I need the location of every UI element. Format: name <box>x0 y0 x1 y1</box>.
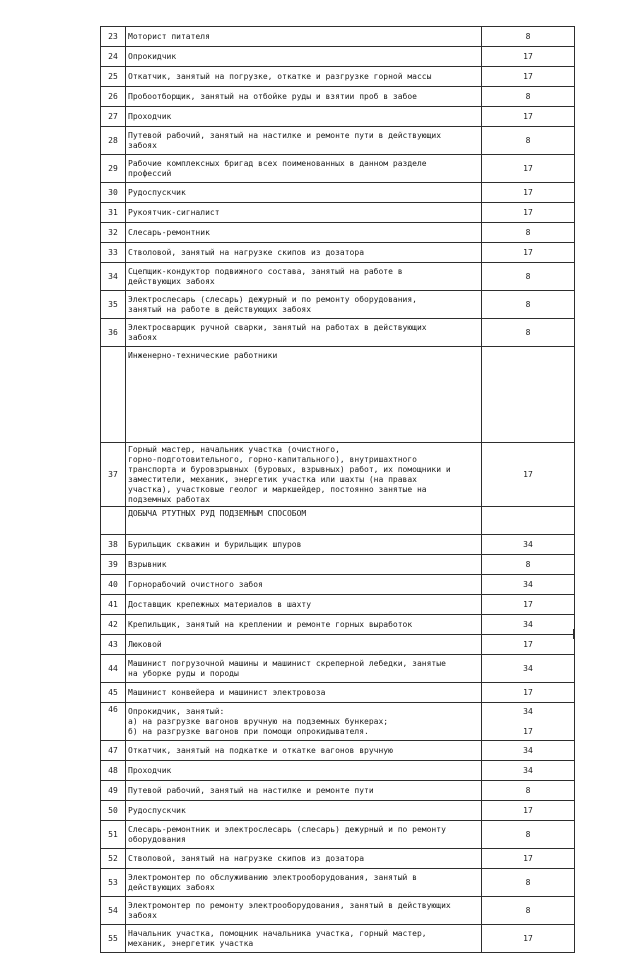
table-row <box>101 243 575 263</box>
occupation-text: Рукоятчик-сигналист <box>126 203 482 223</box>
row-number: 24 <box>101 47 126 67</box>
row-value: 34 <box>482 615 575 635</box>
table-row <box>101 761 575 781</box>
occupation-text: Моторист питателя <box>126 27 482 47</box>
row-number: 30 <box>101 183 126 203</box>
row-value: 17 <box>482 243 575 263</box>
row-number: 38 <box>101 535 126 555</box>
row-number: 25 <box>101 67 126 87</box>
row-value: 34 17 <box>482 703 575 741</box>
row-value: 17 <box>482 595 575 615</box>
row-number: 29 <box>101 155 126 183</box>
occupation-text: Электромонтер по ремонту электрооборудования, занятый в действующих забоях <box>126 897 482 925</box>
margin-mark <box>573 629 574 639</box>
row-number: 41 <box>101 595 126 615</box>
occupation-text: Путевой рабочий, занятый на настилке и ремонте пути в действующих забоях <box>126 127 482 155</box>
row-value: 34 <box>482 535 575 555</box>
row-value: 8 <box>482 319 575 347</box>
table-row <box>101 801 575 821</box>
row-value: 8 <box>482 27 575 47</box>
table-row <box>101 849 575 869</box>
row-number: 51 <box>101 821 126 849</box>
occupation-text: Слесарь-ремонтник <box>126 223 482 243</box>
occupation-text: Электрослесарь (слесарь) дежурный и по ремонту оборудования, занятый на работе в действующих забоях <box>126 291 482 319</box>
occupation-text: Машинист конвейера и машинист электровоза <box>126 683 482 703</box>
section-row <box>101 507 575 535</box>
occupation-text: Проходчик <box>126 107 482 127</box>
row-number <box>101 347 126 443</box>
row-value: 8 <box>482 127 575 155</box>
table-row <box>101 703 575 741</box>
table-row <box>101 655 575 683</box>
row-value: 8 <box>482 291 575 319</box>
row-number <box>101 507 126 535</box>
table-row <box>101 595 575 615</box>
row-value: 8 <box>482 263 575 291</box>
occupation-text: Откатчик, занятый на погрузке, откатке и разгрузке горной массы <box>126 67 482 87</box>
table-row <box>101 897 575 925</box>
row-number: 39 <box>101 555 126 575</box>
row-number: 50 <box>101 801 126 821</box>
row-value: 8 <box>482 223 575 243</box>
table-row <box>101 535 575 555</box>
row-value: 34 <box>482 741 575 761</box>
occupation-text: Бурильщик скважин и бурильщик шпуров <box>126 535 482 555</box>
table-row <box>101 263 575 291</box>
table-row <box>101 27 575 47</box>
table-row <box>101 87 575 107</box>
occupation-text: Проходчик <box>126 761 482 781</box>
occupation-text: Стволовой, занятый на нагрузке скипов из дозатора <box>126 243 482 263</box>
row-number: 52 <box>101 849 126 869</box>
row-value: 17 <box>482 155 575 183</box>
row-number: 23 <box>101 27 126 47</box>
row-number: 53 <box>101 869 126 897</box>
table-row <box>101 291 575 319</box>
occupation-text: Опрокидчик, занятый: а) на разгрузке вагонов вручную на подземных бункерах; б) на разгрузке вагонов при помощи опрокидывателя. <box>126 703 482 741</box>
table-row <box>101 683 575 703</box>
row-value: 8 <box>482 781 575 801</box>
occupation-text: Горнорабочий очистного забоя <box>126 575 482 595</box>
occupation-text: Крепильщик, занятый на креплении и ремонте горных выработок <box>126 615 482 635</box>
table-row <box>101 575 575 595</box>
occupation-text: Стволовой, занятый на нагрузке скипов из дозатора <box>126 849 482 869</box>
row-value: 17 <box>482 801 575 821</box>
row-number: 35 <box>101 291 126 319</box>
row-number: 48 <box>101 761 126 781</box>
row-number: 27 <box>101 107 126 127</box>
row-value: 17 <box>482 683 575 703</box>
row-number: 43 <box>101 635 126 655</box>
table-row <box>101 67 575 87</box>
row-value: 8 <box>482 555 575 575</box>
section-heading: Инженерно-технические работники <box>126 347 482 443</box>
row-value: 34 <box>482 575 575 595</box>
occupation-text: Путевой рабочий, занятый на настилке и ремонте пути <box>126 781 482 801</box>
row-value: 17 <box>482 443 575 507</box>
occupation-text: Рудоспускчик <box>126 801 482 821</box>
row-value: 34 <box>482 761 575 781</box>
row-value: 8 <box>482 87 575 107</box>
row-number: 42 <box>101 615 126 635</box>
occupation-text: Откатчик, занятый на подкатке и откатке вагонов вручную <box>126 741 482 761</box>
row-value: 17 <box>482 925 575 953</box>
row-number: 44 <box>101 655 126 683</box>
row-number: 26 <box>101 87 126 107</box>
occupation-text: Электромонтер по обслуживанию электрооборудования, занятый в действующих забоях <box>126 869 482 897</box>
row-value: 8 <box>482 821 575 849</box>
table-row <box>101 781 575 801</box>
row-number: 55 <box>101 925 126 953</box>
row-number: 37 <box>101 443 126 507</box>
row-number: 47 <box>101 741 126 761</box>
table-row <box>101 741 575 761</box>
occupation-text: Люковой <box>126 635 482 655</box>
row-value: 17 <box>482 635 575 655</box>
occupation-text: Горный мастер, начальник участка (очистного, горно-подготовительного, горно-капитального), внутришахтного транспорта и буровзрывных (буровых, взрывных) работ, их помощники и заместители, механик, энергетик участка или шахты (на правах участка), участковые геолог и маркшейдер, постоянно занятые на подземных работах <box>126 443 482 507</box>
row-value: 17 <box>482 849 575 869</box>
occupation-text: Электросварщик ручной сварки, занятый на работах в действующих забоях <box>126 319 482 347</box>
row-value: 34 <box>482 655 575 683</box>
table-row <box>101 555 575 575</box>
row-value: 17 <box>482 203 575 223</box>
row-number: 34 <box>101 263 126 291</box>
table-row <box>101 443 575 507</box>
occupation-text: Опрокидчик <box>126 47 482 67</box>
table-row <box>101 47 575 67</box>
row-number: 46 <box>101 703 126 741</box>
table-row <box>101 821 575 849</box>
row-value: 8 <box>482 897 575 925</box>
row-number: 32 <box>101 223 126 243</box>
table-row <box>101 203 575 223</box>
occupation-text: Начальник участка, помощник начальника участка, горный мастер, механик, энергетик участка <box>126 925 482 953</box>
row-number: 36 <box>101 319 126 347</box>
occupation-text: Сцепщик-кондуктор подвижного состава, занятый на работе в действующих забоях <box>126 263 482 291</box>
occupation-text: Доставщик крепежных материалов в шахту <box>126 595 482 615</box>
occupation-text: Рабочие комплексных бригад всех поименованных в данном разделе профессий <box>126 155 482 183</box>
table-row <box>101 615 575 635</box>
row-number: 31 <box>101 203 126 223</box>
row-number: 54 <box>101 897 126 925</box>
occupation-text: Пробоотборщик, занятый на отбойке руды и взятии проб в забое <box>126 87 482 107</box>
row-value <box>482 347 575 443</box>
row-value: 17 <box>482 47 575 67</box>
table-row <box>101 183 575 203</box>
table-row <box>101 127 575 155</box>
table-row <box>101 635 575 655</box>
table-row <box>101 925 575 953</box>
occupation-text: Взрывник <box>126 555 482 575</box>
table-row <box>101 155 575 183</box>
row-value: 17 <box>482 183 575 203</box>
section-heading: ДОБЫЧА РТУТНЫХ РУД ПОДЗЕМНЫМ СПОСОБОМ <box>126 507 482 535</box>
occupation-text: Слесарь-ремонтник и электрослесарь (слесарь) дежурный и по ремонту оборудования <box>126 821 482 849</box>
row-number: 28 <box>101 127 126 155</box>
occupations-table <box>100 26 575 953</box>
row-value: 17 <box>482 67 575 87</box>
occupation-text: Рудоспускчик <box>126 183 482 203</box>
row-number: 45 <box>101 683 126 703</box>
table-row <box>101 869 575 897</box>
table-row <box>101 107 575 127</box>
section-row <box>101 347 575 443</box>
row-number: 49 <box>101 781 126 801</box>
row-value: 17 <box>482 107 575 127</box>
occupation-text: Машинист погрузочной машины и машинист скреперной лебедки, занятые на уборке руды и породы <box>126 655 482 683</box>
table-row <box>101 223 575 243</box>
row-number: 40 <box>101 575 126 595</box>
table-row <box>101 319 575 347</box>
row-value: 8 <box>482 869 575 897</box>
row-value <box>482 507 575 535</box>
row-number: 33 <box>101 243 126 263</box>
